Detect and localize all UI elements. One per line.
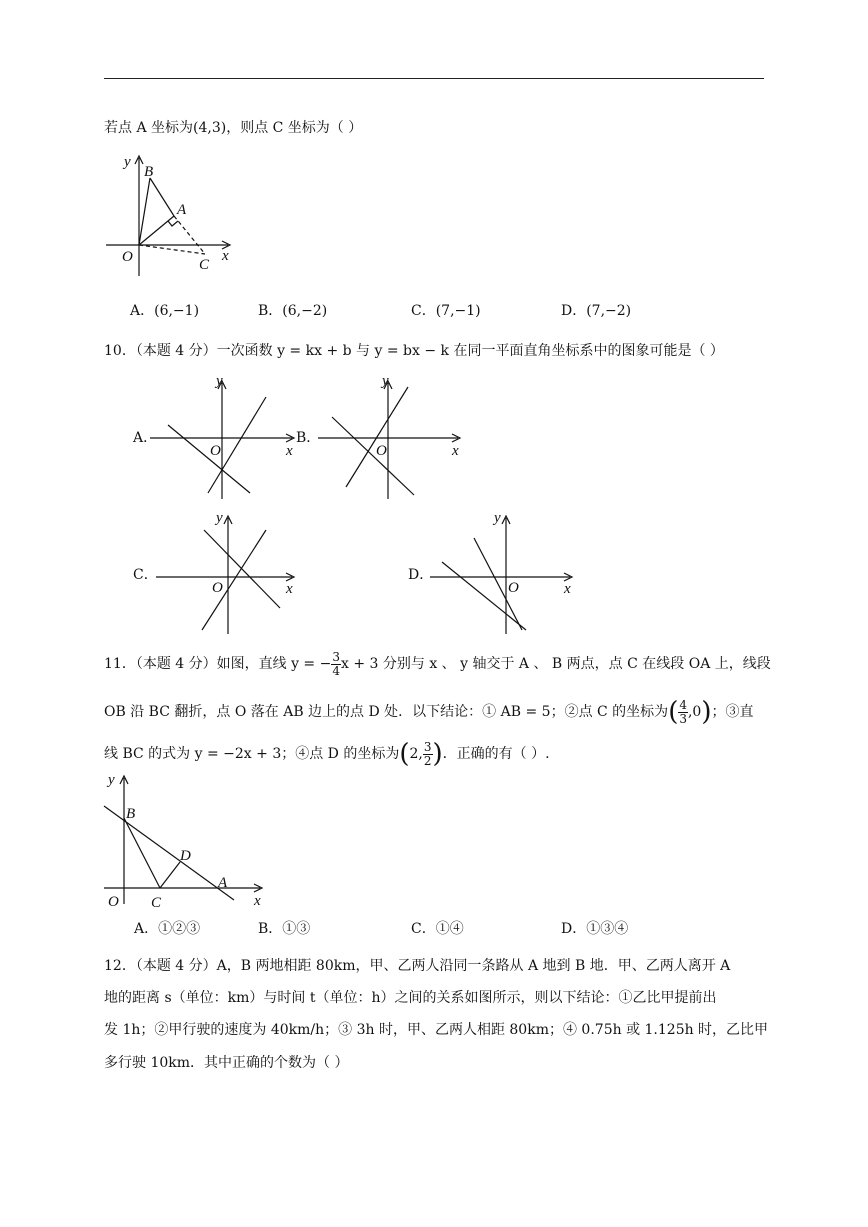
q10-d-line-2 bbox=[442, 562, 526, 630]
svg-text:x: x bbox=[286, 443, 293, 459]
q9-stem: 若点 A 坐标为(4,3)，则点 C 坐标为（ ） bbox=[104, 120, 363, 136]
q11-fraction-4-3: $\frac{4}{3}$ bbox=[679, 697, 687, 726]
q11-segment-bc bbox=[124, 818, 160, 888]
svg-text:y: y bbox=[382, 373, 389, 389]
q10-a-line-2 bbox=[168, 425, 250, 493]
q12-line3: 发 1h；②甲行驶的速度为 40km/h；③ 3h 时，甲、乙两人相距 80km；④ 0.75h 或 1.125h 时，乙比甲 bbox=[104, 1022, 769, 1038]
q11-line1: 11．（本题 4 分）如图，直线 y = − $\frac{3}{4}$ x + 3 分别与 x 、 y 轴交于 A 、 B 两点，点 C 在线段 OA 上，线段 bbox=[104, 649, 771, 678]
q9-option-b[interactable]: B．(6,−2) bbox=[258, 303, 328, 319]
svg-text:x: x bbox=[254, 893, 261, 909]
q9-right-angle-mark bbox=[168, 221, 178, 226]
q9-label-x: x bbox=[222, 248, 229, 264]
svg-text:x: x bbox=[286, 581, 293, 597]
q9-segment-ob bbox=[139, 178, 150, 245]
q9-segment-ac bbox=[174, 216, 205, 254]
q9-label-o: O bbox=[122, 249, 133, 265]
svg-text:y: y bbox=[216, 510, 223, 526]
q11-segment-cd bbox=[160, 862, 180, 888]
q11-option-b[interactable]: B．①③ bbox=[258, 921, 311, 937]
svg-text:y: y bbox=[494, 510, 501, 526]
q11-figure bbox=[104, 770, 274, 910]
svg-text:C: C bbox=[151, 895, 162, 911]
q11-option-a[interactable]: A．①②③ bbox=[134, 921, 201, 937]
q11-line3: 线 BC 的式为 y = −2x + 3；④点 D 的坐标为(2, $\frac{3}{2}$ )．正确的有（ ）. bbox=[104, 739, 550, 769]
svg-text:O: O bbox=[108, 894, 119, 910]
q9-figure bbox=[104, 148, 244, 278]
q12-line1: 12．（本题 4 分）A，B 两地相距 80km，甲、乙两人沿同一条路从 A 地到 B 地．甲、乙两人离开 A bbox=[104, 958, 731, 974]
header-rule bbox=[104, 78, 764, 79]
q9-option-d[interactable]: D．(7,−2) bbox=[561, 303, 632, 319]
q10-option-c-label[interactable]: C． bbox=[133, 567, 158, 583]
q10-option-d-label[interactable]: D． bbox=[408, 567, 434, 583]
q9-label-y: y bbox=[124, 154, 131, 170]
svg-text:x: x bbox=[452, 443, 459, 459]
q10-graph-a bbox=[150, 375, 300, 500]
q11-line2: OB 沿 BC 翻折，点 O 落在 AB 边上的点 D 处．以下结论：① AB = 5；②点 C 的坐标为( $\frac{4}{3}$ ,0)；③直 bbox=[104, 697, 754, 727]
q9-segment-oc bbox=[139, 245, 205, 254]
q10-b-line-2 bbox=[332, 417, 414, 495]
svg-text:D: D bbox=[180, 848, 191, 864]
svg-text:O: O bbox=[210, 443, 221, 459]
svg-text:O: O bbox=[376, 443, 387, 459]
svg-text:A: A bbox=[218, 875, 228, 891]
q10-graph-c bbox=[156, 510, 306, 635]
svg-text:y: y bbox=[216, 373, 223, 389]
svg-text:x: x bbox=[564, 581, 571, 597]
svg-text:O: O bbox=[212, 580, 223, 596]
q11-option-d[interactable]: D．①③④ bbox=[561, 921, 629, 937]
q10-stem: 10．（本题 4 分）一次函数 y = kx + b 与 y = bx − k 在同一平面直角坐标系中的图象可能是（ ） bbox=[104, 343, 724, 359]
svg-text:y: y bbox=[108, 772, 115, 788]
q10-option-a-label[interactable]: A． bbox=[133, 430, 158, 446]
svg-text:O: O bbox=[508, 580, 519, 596]
svg-text:B: B bbox=[126, 806, 136, 822]
q10-option-b-label[interactable]: B． bbox=[296, 430, 321, 446]
q11-fraction-3-4: $\frac{3}{4}$ bbox=[332, 649, 340, 678]
q9-label-a: A bbox=[177, 202, 187, 218]
q11-option-c[interactable]: C．①④ bbox=[411, 921, 464, 937]
q9-label-c: C bbox=[199, 257, 210, 273]
q12-line4: 多行驶 10km．其中正确的个数为（ ） bbox=[104, 1055, 349, 1071]
q10-b-line-1 bbox=[346, 387, 408, 487]
q10-graph-d bbox=[430, 510, 580, 635]
q11-fraction-3-2: $\frac{3}{2}$ bbox=[423, 739, 432, 768]
q9-option-a[interactable]: A．(6,−1) bbox=[130, 303, 200, 319]
q10-graph-b bbox=[318, 375, 468, 500]
q9-segment-oa bbox=[139, 216, 174, 245]
q9-option-c[interactable]: C．(7,−1) bbox=[411, 303, 481, 319]
q9-label-b: B bbox=[144, 164, 154, 180]
q10-c-line-2 bbox=[204, 530, 280, 608]
q9-segment-ba bbox=[150, 178, 174, 216]
q12-line2: 地的距离 s（单位：km）与时间 t（单位：h）之间的关系如图所示，则以下结论：①乙比甲提前出 bbox=[104, 990, 717, 1006]
